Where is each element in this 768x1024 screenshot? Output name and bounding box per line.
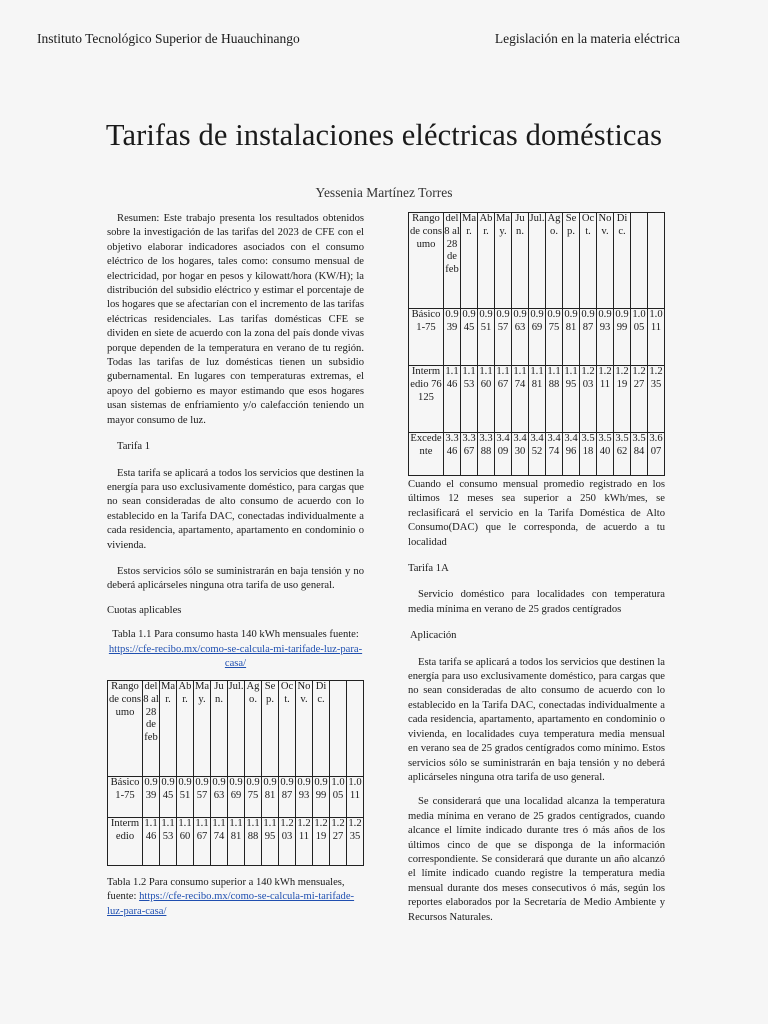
table-header-cell: Oct. bbox=[279, 681, 296, 777]
dac-paragraph: Cuando el consumo mensual promedio registrado en los últimos 12 meses sea superior a 250 kWh/mes, se reclasificará el servicio en la Tarifa Doméstica de Alto Consumo(DAC) que le corresponda, de acuerdo a tu localidad bbox=[408, 479, 665, 548]
table-cell: 0.963 bbox=[512, 309, 529, 366]
table-cell: 1.195 bbox=[563, 366, 580, 433]
table-cell: 1.146 bbox=[143, 818, 160, 866]
table-header-cell: May. bbox=[194, 681, 211, 777]
table-cell: 1.227 bbox=[631, 366, 648, 433]
table-header-cell: Jun. bbox=[211, 681, 228, 777]
table-cell: 0.975 bbox=[245, 777, 262, 818]
table2-source-link[interactable]: https://cfe-recibo.mx/como-se-calcula-mi-tarifade-luz-para-casa/ bbox=[107, 891, 355, 917]
table-header-row bbox=[409, 213, 665, 309]
table-tarifa1-excedente bbox=[408, 212, 665, 476]
header-subject: Legislación en la materia eléctrica bbox=[494, 31, 680, 46]
header-institution: Instituto Tecnológico Superior de Huauchinango bbox=[37, 31, 300, 46]
table-cell: 1.235 bbox=[347, 818, 364, 866]
left-column bbox=[107, 212, 364, 671]
table-row bbox=[409, 433, 665, 476]
table-header-row bbox=[108, 681, 364, 777]
table-cell: 0.951 bbox=[177, 777, 194, 818]
row-label: Intermedio 76125 bbox=[409, 366, 444, 433]
row-label: Básico 1-75 bbox=[108, 777, 143, 818]
table1-caption-text: Tabla 1.1 Para consumo hasta 140 kWh mensuales fuente: bbox=[112, 629, 359, 641]
table-cell: 1.188 bbox=[245, 818, 262, 866]
table-cell: 1.211 bbox=[597, 366, 614, 433]
table-cell: 3.430 bbox=[512, 433, 529, 476]
table-cell: 1.195 bbox=[262, 818, 279, 866]
table-header-cell: Rango de consumo bbox=[409, 213, 444, 309]
table-tarifa1-basic bbox=[107, 680, 364, 866]
table-row bbox=[409, 309, 665, 366]
table-cell: 0.981 bbox=[563, 309, 580, 366]
table-cell: 1.153 bbox=[461, 366, 478, 433]
table-header-cell: May. bbox=[495, 213, 512, 309]
aplicacion-paragraph-2: Se considerará que una localidad alcanza la temperatura media mínima en verano de 25 grados centígrados, cuando alcance el límite indicado durante tres ó más años de los últimos cinco de que se disponga de la información correspondiente. Se considerará que durante un año alcanzó el límite indicado cuando registre la temperatura media mensual durante dos meses consecutivos ó más, según los reportes elaborados por la Secretaría de Medio Ambiente y Recursos Naturales. bbox=[408, 796, 665, 923]
table-header-cell: Jul. bbox=[228, 681, 245, 777]
table-header-cell: del 8 al 28 de feb bbox=[444, 213, 461, 309]
table-header-cell: Ago. bbox=[245, 681, 262, 777]
table1-source-link[interactable]: https://cfe-recibo.mx/como-se-calcula-mi-tarifade-luz-para-casa/ bbox=[108, 643, 363, 669]
table2-caption bbox=[107, 876, 364, 919]
table-cell: 1.167 bbox=[495, 366, 512, 433]
table-cell: 3.518 bbox=[580, 433, 597, 476]
tarifa1-paragraph-1: Esta tarifa se aplicará a todos los servicios que destinen la energía para uso exclusivamente doméstico, para cargas que no sean consideradas de alto consumo de acuerdo con lo establecido en la Tarifa DAC, conectadas individualmente a cada residencia, apartamento, apartamento en condominio o vivienda. bbox=[107, 467, 364, 551]
table-cell: 1.005 bbox=[631, 309, 648, 366]
table-header-cell: Jul. bbox=[529, 213, 546, 309]
tarifa1-heading: Tarifa 1 bbox=[117, 441, 151, 453]
table-cell: 1.153 bbox=[160, 818, 177, 866]
table-header-cell: Jun. bbox=[512, 213, 529, 309]
table-cell: 0.957 bbox=[194, 777, 211, 818]
table-row bbox=[108, 777, 364, 818]
row-label: Excedente bbox=[409, 433, 444, 476]
table-header-cell bbox=[631, 213, 648, 309]
tarifa1a-heading: Tarifa 1A bbox=[408, 563, 449, 575]
table-cell: 3.607 bbox=[648, 433, 665, 476]
table-cell: 0.981 bbox=[262, 777, 279, 818]
table-cell: 3.474 bbox=[546, 433, 563, 476]
document-title: Tarifas de instalaciones eléctricas domésticas bbox=[105, 118, 663, 152]
tarifa1a-paragraph: Servicio doméstico para localidades con temperatura media mínima en verano de 25 grados centígrados bbox=[408, 589, 665, 615]
cuotas-heading: Cuotas aplicables bbox=[107, 604, 182, 616]
table-cell: 0.975 bbox=[546, 309, 563, 366]
table-cell: 3.346 bbox=[444, 433, 461, 476]
table-cell: 1.181 bbox=[228, 818, 245, 866]
table-cell: 3.584 bbox=[631, 433, 648, 476]
table-header-cell: Rango de consumo bbox=[108, 681, 143, 777]
table2-caption-block bbox=[107, 876, 364, 919]
table-header-cell: Abr. bbox=[478, 213, 495, 309]
table-header-cell bbox=[347, 681, 364, 777]
table-header-cell: Mar. bbox=[461, 213, 478, 309]
table-header-cell: Dic. bbox=[313, 681, 330, 777]
table-cell: 0.999 bbox=[313, 777, 330, 818]
table-cell: 1.146 bbox=[444, 366, 461, 433]
table-header-cell: Dic. bbox=[614, 213, 631, 309]
table-cell: 1.203 bbox=[580, 366, 597, 433]
table-cell: 1.160 bbox=[478, 366, 495, 433]
table-header-cell: Nov. bbox=[296, 681, 313, 777]
table-cell: 3.452 bbox=[529, 433, 546, 476]
table-cell: 1.227 bbox=[330, 818, 347, 866]
table-row bbox=[108, 818, 364, 866]
table-cell: 0.945 bbox=[461, 309, 478, 366]
author-name: Yessenia Martínez Torres bbox=[315, 185, 453, 200]
table2-caption-text: Tabla 1.2 Para consumo superior a 140 kWh mensuales, fuente: bbox=[107, 877, 345, 903]
table-header-cell: Oct. bbox=[580, 213, 597, 309]
table-cell: 1.005 bbox=[330, 777, 347, 818]
aplicacion-heading: Aplicación bbox=[410, 630, 457, 642]
table-header-cell: del 8 al 28 de feb bbox=[143, 681, 160, 777]
table-cell: 1.211 bbox=[296, 818, 313, 866]
table-header-cell: Sep. bbox=[563, 213, 580, 309]
table-cell: 1.011 bbox=[648, 309, 665, 366]
table-cell: 1.219 bbox=[313, 818, 330, 866]
table-cell: 1.160 bbox=[177, 818, 194, 866]
table-cell: 1.203 bbox=[279, 818, 296, 866]
table-cell: 1.235 bbox=[648, 366, 665, 433]
table-cell: 1.167 bbox=[194, 818, 211, 866]
table-cell: 0.999 bbox=[614, 309, 631, 366]
table-cell: 0.969 bbox=[529, 309, 546, 366]
table-cell: 0.993 bbox=[597, 309, 614, 366]
table-cell: 1.181 bbox=[529, 366, 546, 433]
table-header-cell: Abr. bbox=[177, 681, 194, 777]
aplicacion-paragraph-1: Esta tarifa se aplicará a todos los servicios que destinen la energía para uso exclusivamente doméstico, para cargas que no sean consideradas de alto consumo de acuerdo con lo establecido en la Tarifa DAC, conectadas individualmente a cada residencia, apartamento, apartamento en condominio o vivienda, en localidades cuya temperatura media mensual en verano sea de 25 grados centígrados como mínimo. Estos servicios sólo se suministrarán en baja tensión y no deberá aplicárseles ninguna otra tarifa de uso general. bbox=[408, 656, 665, 783]
table-cell: 1.188 bbox=[546, 366, 563, 433]
table-cell: 3.367 bbox=[461, 433, 478, 476]
tarifa1-paragraph-2: Estos servicios sólo se suministrarán en baja tensión y no deberá aplicárseles ninguna otra tarifa de uso general. bbox=[107, 565, 364, 592]
table-cell: 3.540 bbox=[597, 433, 614, 476]
table-cell: 0.957 bbox=[495, 309, 512, 366]
table-cell: 0.939 bbox=[143, 777, 160, 818]
table-cell: 0.951 bbox=[478, 309, 495, 366]
table-cell: 1.011 bbox=[347, 777, 364, 818]
table-cell: 3.388 bbox=[478, 433, 495, 476]
table-header-cell bbox=[648, 213, 665, 309]
table1-caption bbox=[107, 628, 364, 671]
table-cell: 0.987 bbox=[279, 777, 296, 818]
table-cell: 3.562 bbox=[614, 433, 631, 476]
table-row bbox=[409, 366, 665, 433]
table-cell: 0.963 bbox=[211, 777, 228, 818]
table-header-cell: Nov. bbox=[597, 213, 614, 309]
table-header-cell: Sep. bbox=[262, 681, 279, 777]
table-header-cell: Mar. bbox=[160, 681, 177, 777]
abstract-paragraph: Resumen: Este trabajo presenta los resultados obtenidos sobre la investigación de las tarifas del 2023 de CFE con el objetivo elaborar indicadores asociados con el consumo eléctrico de los hogares, tales como: consumo mensual de electricidad, por hogar en pesos y kilowatt/hora (KW/H); la distribución del subsidio eléctrico y estimar el porcentaje de los hogares que se afectarían con el incremento de las tarifas eléctricas residenciales. Las tarifas domésticas CFE se dividen en siete de acuerdo con la zona del país donde vivas porque dependen de la temperatura en verano de tu región. Todas las tarifas de luz domésticas tienen un subsidio gubernamental. En lugares con temperaturas extremas, el apoyo del gobierno es mayor estimando que esos hogares usan sistemas de enfriamiento y/o calefacción teniendo un mayor consumo de luz. bbox=[107, 213, 364, 426]
row-label: Básico 1-75 bbox=[409, 309, 444, 366]
table-cell: 0.993 bbox=[296, 777, 313, 818]
table-cell: 0.939 bbox=[444, 309, 461, 366]
table-cell: 3.409 bbox=[495, 433, 512, 476]
table-header-cell bbox=[330, 681, 347, 777]
table-header-cell: Ago. bbox=[546, 213, 563, 309]
table-cell: 0.987 bbox=[580, 309, 597, 366]
table-cell: 1.219 bbox=[614, 366, 631, 433]
table-cell: 3.496 bbox=[563, 433, 580, 476]
row-label: Intermedio bbox=[108, 818, 143, 866]
table-cell: 1.174 bbox=[512, 366, 529, 433]
table-cell: 1.174 bbox=[211, 818, 228, 866]
table-cell: 0.945 bbox=[160, 777, 177, 818]
right-column bbox=[408, 478, 665, 925]
table-cell: 0.969 bbox=[228, 777, 245, 818]
